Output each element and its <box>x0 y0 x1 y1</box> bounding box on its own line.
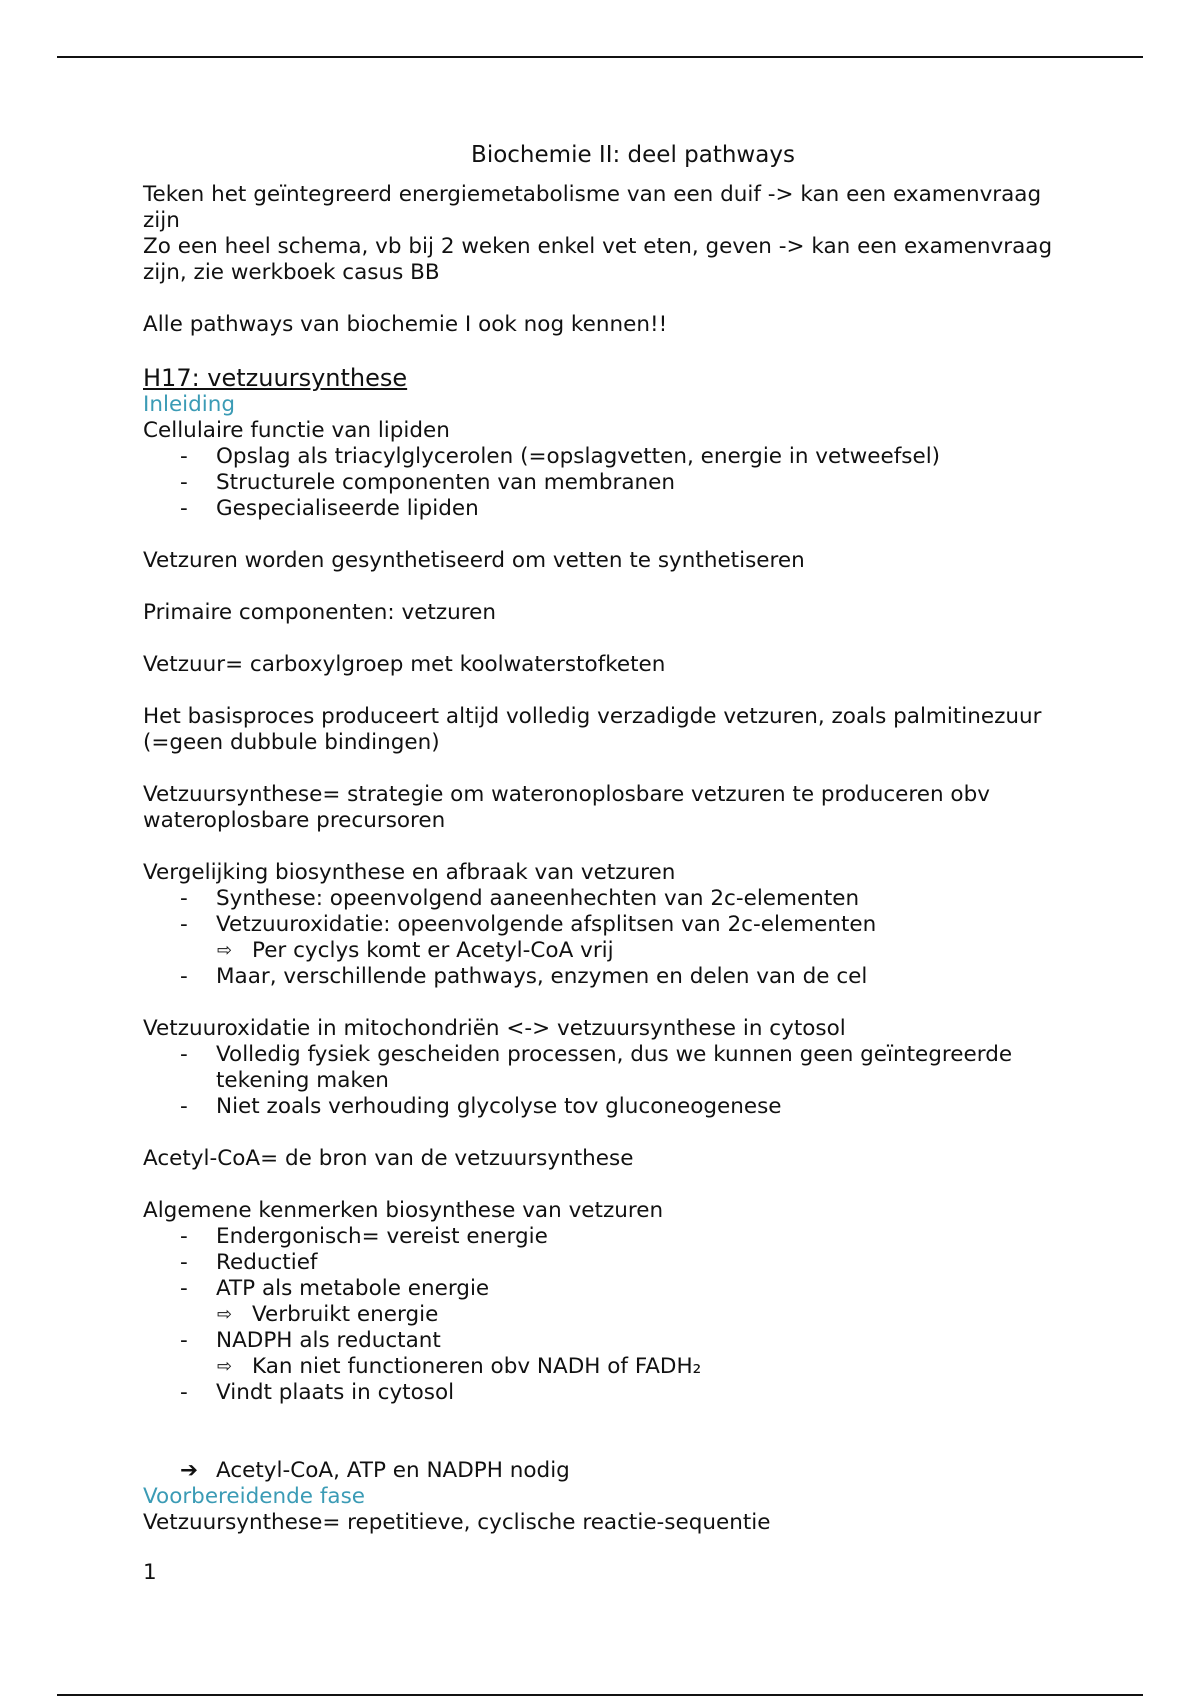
spacer <box>143 574 1063 600</box>
spacer <box>143 834 1063 860</box>
lipid-function-list <box>143 444 1063 522</box>
list-item: - Opslag als triacylglycerolen (=opslagvetten, energie in vetweefsel) <box>143 444 1063 470</box>
spacer <box>143 1432 1063 1458</box>
spacer <box>143 756 1063 782</box>
general-features-list <box>143 1224 1063 1406</box>
general-features-title: Algemene kenmerken biosynthese van vetzuren <box>143 1198 664 1223</box>
section-heading-inleiding: Inleiding <box>143 392 236 417</box>
list-item: - Endergonisch= vereist energie <box>143 1224 1063 1250</box>
page-number: 1 <box>143 1560 157 1585</box>
list-item: - ATP als metabole energie <box>143 1276 1063 1302</box>
document-title: Biochemie II: deel pathways <box>471 142 795 168</box>
paragraph: Vetzuren worden gesynthetiseerd om vetten te synthetiseren <box>143 548 805 573</box>
list-item: - NADPH als reductant <box>143 1328 1063 1354</box>
spacer <box>143 286 1063 312</box>
section-heading-voorbereidende-fase: Voorbereidende fase <box>143 1484 366 1509</box>
intro-line-1: Teken het geïntegreerd energiemetabolisme van een duif -> kan een examenvraag zijn <box>143 182 1042 233</box>
paragraph: Acetyl-CoA= de bron van de vetzuursynthese <box>143 1146 634 1171</box>
lipid-function-title: Cellulaire functie van lipiden <box>143 418 450 443</box>
intro-line-2: Zo een heel schema, vb bij 2 weken enkel vet eten, geven -> kan een examenvraag zijn, zie werkboek casus BB <box>143 234 1053 285</box>
sub-list-item: ⇨ Kan niet functioneren obv NADH of FADH₂ <box>143 1354 1063 1380</box>
list-item: - Reductief <box>143 1250 1063 1276</box>
list-item: - Niet zoals verhouding glycolyse tov gluconeogenese <box>143 1094 1063 1120</box>
chapter-heading: H17: vetzuursynthese <box>143 364 408 392</box>
comparison-title: Vergelijking biosynthese en afbraak van vetzuren <box>143 860 676 885</box>
spacer <box>143 990 1063 1016</box>
location-title: Vetzuuroxidatie in mitochondriën <-> vetzuursynthese in cytosol <box>143 1016 846 1041</box>
list-item: - Volledig fysiek gescheiden processen, dus we kunnen geen geïntegreerde tekening maken <box>143 1042 1063 1094</box>
spacer <box>143 1406 1063 1432</box>
comparison-list <box>143 886 1063 990</box>
paragraph: Vetzuur= carboxylgroep met koolwaterstofketen <box>143 652 666 677</box>
list-item: - Vindt plaats in cytosol <box>143 1380 1063 1406</box>
paragraph: Vetzuursynthese= strategie om wateronoplosbare vetzuren te produceren obv wateroplosbare precursoren <box>143 782 990 833</box>
location-list <box>143 1042 1063 1120</box>
spacer <box>143 1172 1063 1198</box>
paragraph: Vetzuursynthese= repetitieve, cyclische reactie-sequentie <box>143 1510 771 1535</box>
bottom-rule <box>57 1694 1143 1696</box>
spacer <box>143 678 1063 704</box>
spacer <box>143 626 1063 652</box>
list-item: - Synthese: opeenvolgend aaneenhechten van 2c-elementen <box>143 886 1063 912</box>
conclusion-arrow-item: ➔ Acetyl-CoA, ATP en NADPH nodig <box>143 1458 1063 1484</box>
all-pathways-note: Alle pathways van biochemie I ook nog kennen!! <box>143 312 668 337</box>
list-item: - Maar, verschillende pathways, enzymen en delen van de cel <box>143 964 1063 990</box>
list-item: - Gespecialiseerde lipiden <box>143 496 1063 522</box>
spacer <box>143 1120 1063 1146</box>
list-item: - Structurele componenten van membranen <box>143 470 1063 496</box>
sub-list-item: ⇨ Per cyclys komt er Acetyl-CoA vrij <box>143 938 1063 964</box>
spacer <box>143 338 1063 364</box>
spacer <box>143 522 1063 548</box>
list-item: - Vetzuuroxidatie: opeenvolgende afsplitsen van 2c-elementen <box>143 912 1063 938</box>
sub-list-item: ⇨ Verbruikt energie <box>143 1302 1063 1328</box>
page-content <box>143 140 1063 1586</box>
paragraph: Primaire componenten: vetzuren <box>143 600 496 625</box>
paragraph: Het basisproces produceert altijd volledig verzadigde vetzuren, zoals palmitinezuur (=geen dubbule bindingen) <box>143 704 1042 755</box>
top-rule <box>57 56 1143 58</box>
